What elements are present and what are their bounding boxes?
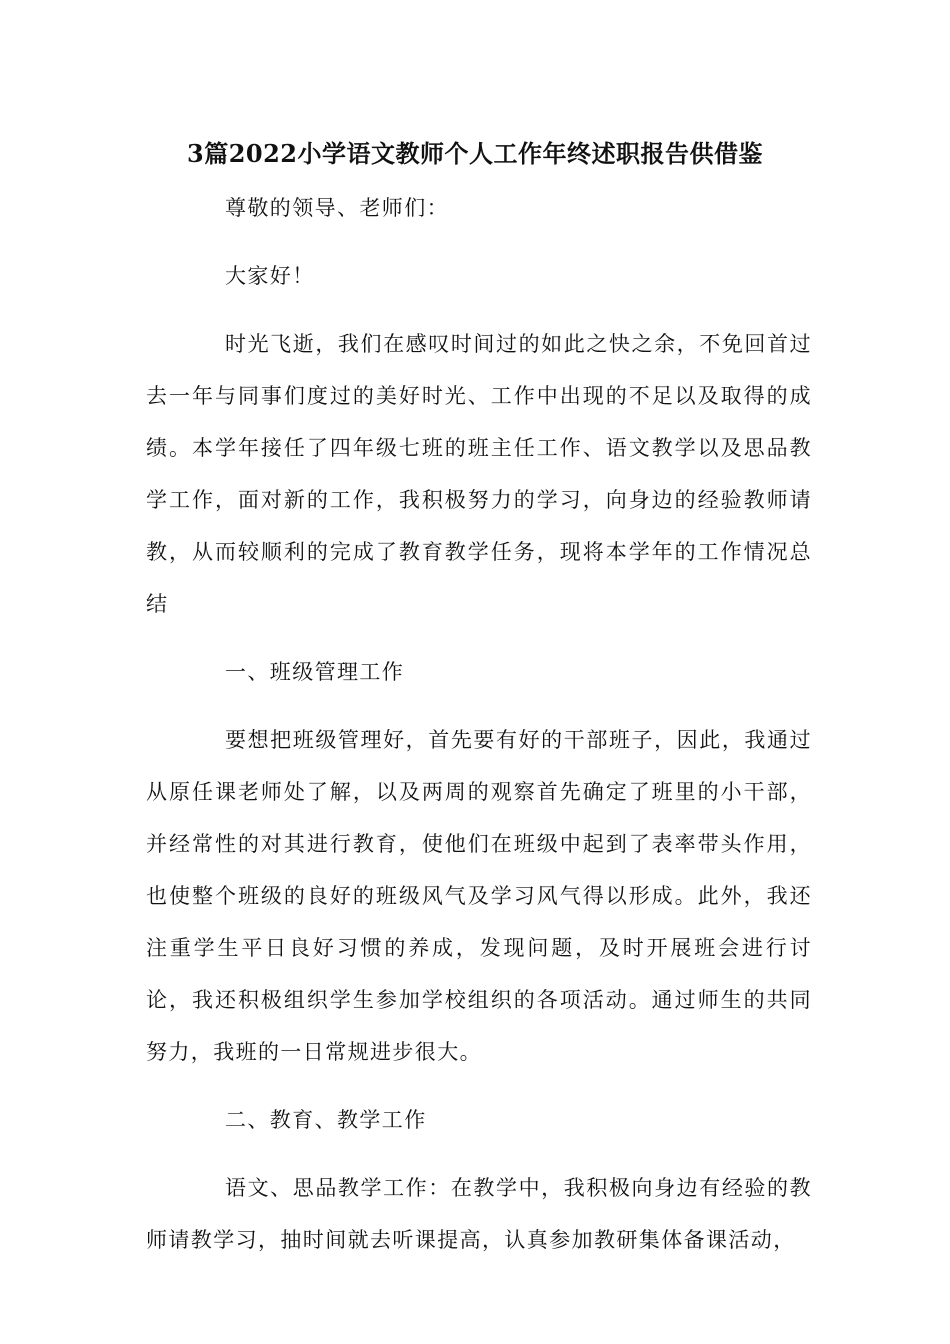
greeting-paragraph: 大家好！	[225, 264, 315, 288]
teaching-paragraph: 语文、思品教学工作：在教学中，我积极向身边有经验的教师请教学习，抽时间就去听课提高，认真参加教研集体备课活动，	[146, 1176, 812, 1252]
class-management-paragraph: 要想把班级管理好，首先要有好的干部班子，因此，我通过从原任课老师处了解，以及两周的观察首先确定了班里的小干部，并经常性的对其进行教育，使他们在班级中起到了表率带头作用，也使整个班级的良好的班级风气及学习风气得以形成。此外，我还注重学生平日良好习惯的养成，发现问题，及时开展班会进行讨论，我还积极组织学生参加学校组织的各项活动。通过师生的共同努力，我班的一日常规进步很大。	[146, 728, 812, 1064]
document-title: 3篇2022小学语文教师个人工作年终述职报告供借鉴	[187, 139, 763, 168]
document-body	[146, 182, 812, 1266]
intro-paragraph: 时光飞逝，我们在感叹时间过的如此之快之余，不免回首过去一年与同事们度过的美好时光、工作中出现的不足以及取得的成绩。本学年接任了四年级七班的班主任工作、语文教学以及思品教学工作，面对新的工作，我积极努力的学习，向身边的经验教师请教，从而较顺利的完成了教育教学任务，现将本学年的工作情况总结	[146, 332, 812, 616]
salutation-paragraph: 尊敬的领导、老师们：	[225, 196, 449, 220]
section-heading-teaching: 二、教育、教学工作	[225, 1108, 427, 1132]
section-heading-class-management: 一、班级管理工作	[225, 660, 405, 684]
